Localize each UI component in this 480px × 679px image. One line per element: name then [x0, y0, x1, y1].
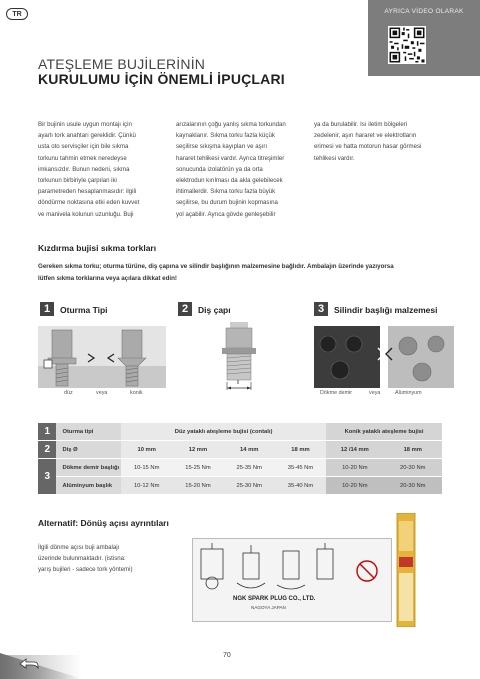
title-line-1: ATEŞLEME BUJİLERİNİN	[38, 56, 206, 72]
torque-cell: 10-12 Nm	[121, 477, 172, 495]
material-label: Alüminyum başlık	[56, 477, 121, 495]
body-line: elektrodun kırılması da akla gelebilecek	[176, 177, 283, 185]
torque-cell: 25-30 Nm	[224, 477, 275, 495]
row-number: 3	[38, 459, 56, 495]
torque-cell: 35-40 Nm	[275, 477, 326, 495]
factor-number-2: 2	[178, 302, 192, 316]
package-brand: NGK SPARK PLUG CO., LTD.	[233, 596, 316, 602]
video-label: AYRICA VİDEO OLARAK	[384, 8, 464, 15]
seat-type-illustration	[38, 326, 166, 388]
body-line: ayarlı tork anahtarı gereklidir. Çünkü	[38, 132, 136, 140]
back-arrow-icon[interactable]	[18, 656, 40, 670]
body-line: usta oto servisçiler için bile sıkma	[38, 143, 129, 151]
factor-number-3: 3	[314, 302, 328, 316]
body-line: hararet tehlikesi vardır. Ayrıca titreşimler	[176, 154, 285, 162]
factor-label-thread: Diş çapı	[198, 305, 231, 315]
torque-cell: 10-20 Nm	[326, 477, 383, 495]
diameter-cell: 12 /14 mm	[326, 441, 383, 459]
caption-flat: düz	[64, 390, 73, 396]
body-line: imkansızdır. Bunun nedeni, sıkma	[38, 165, 130, 173]
caption-conical: konik	[130, 390, 143, 396]
torque-cell: 25-35 Nm	[224, 459, 275, 477]
torque-heading: Kızdırma bujisi sıkma torkları	[38, 243, 157, 253]
body-line: döndürme noktasına etki eden kuvvet	[38, 199, 140, 207]
factor-label-material: Silindir başlığı malzemesi	[334, 305, 438, 315]
body-line: arızalarının çoğu yanlış sıkma torkundan	[176, 121, 286, 128]
page-number: 70	[223, 652, 231, 659]
factor-label-seat: Oturma Tipi	[60, 305, 108, 315]
intro-line: Gereken sıkma torku; oturma türüne, diş çapına ve silindir başlığının malzemesine bağlıdır. Ambalajın üzerinde yazıyorsa	[38, 263, 394, 270]
package-location: NAGOYA JAPAN	[251, 605, 286, 610]
spark-plug-box-icon	[396, 513, 416, 627]
body-line: ya da burulabilir. Isı iletim bölgeleri	[314, 121, 408, 128]
body-line: Bir bujinin usule uygun montajı için	[38, 121, 132, 128]
row-number: 1	[38, 423, 56, 441]
factor-number-1: 1	[40, 302, 54, 316]
diameter-cell: 18 mm	[384, 441, 442, 459]
package-illustration	[192, 538, 392, 622]
body-column-1	[38, 119, 156, 220]
seat-type-label: Oturma tipi	[56, 423, 121, 441]
caption-or: veya	[96, 390, 108, 396]
torque-cell: 10-15 Nm	[121, 459, 172, 477]
body-line: zedelenir, aşırı hararet ve elektrotların	[314, 132, 417, 140]
caption-aluminium: Alüminyum	[395, 390, 422, 396]
body-line: seçilirse sıkışma kayıpları ve aşırı	[176, 143, 268, 151]
diameter-cell: 10 mm	[121, 441, 172, 459]
alternative-line: yarış bujileri - sadece tork yöntemi)	[38, 566, 133, 573]
body-line: torkunu tahmin etmek neredeyse	[38, 154, 127, 162]
body-line: seçilirse, bu durum bujinin kopmasına	[176, 199, 278, 207]
thread-diameter-label: Diş Ø	[56, 441, 121, 459]
body-line: ihtimallerdir. Sıkma torku fazla büyük	[176, 188, 276, 196]
diameter-cell: 18 mm	[275, 441, 326, 459]
intro-line: lütfen sıkma torklarına veya açılara dikkat edin!	[38, 275, 177, 283]
alternative-heading: Alternatif: Dönüş açısı ayrıntıları	[38, 518, 169, 528]
diameter-cell: 14 mm	[224, 441, 275, 459]
body-line: kaynaklanır. Sıkma torku fazla küçük	[176, 132, 275, 140]
table-row	[38, 477, 442, 495]
torque-cell: 10-20 Nm	[326, 459, 383, 477]
torque-cell: 15-20 Nm	[172, 477, 223, 495]
flat-seat-header: Düz yataklı ateşleme bujisi (contalı)	[121, 423, 326, 441]
title-line-2: KURULUMU İÇİN ÖNEMLİ İPUÇLARI	[38, 71, 285, 87]
material-label: Dökme demir başlığı	[56, 459, 121, 477]
installation-steps-drawing	[197, 543, 387, 595]
cylinder-head-illustration	[314, 326, 454, 388]
table-row	[38, 441, 442, 459]
body-line: sonucunda izolatörün ya da orta	[176, 165, 263, 173]
thread-diameter-illustration	[200, 322, 278, 392]
body-column-3	[314, 119, 454, 164]
body-line: tehlikesi vardır.	[314, 154, 355, 162]
caption-or: veya	[369, 390, 381, 396]
body-column-2	[176, 119, 294, 220]
body-line: erimesi ve hatta motorun hasar görmesi	[314, 143, 422, 151]
diameter-cell: 12 mm	[172, 441, 223, 459]
alternative-line: üzerinde bulunmaktadır. (istisna:	[38, 555, 126, 562]
torque-cell: 15-25 Nm	[172, 459, 223, 477]
row-number: 2	[38, 441, 56, 459]
language-badge: TR	[6, 8, 28, 20]
torque-cell: 35-45 Nm	[275, 459, 326, 477]
body-line: ve manivela kolunun uzunluğu. Buji	[38, 210, 134, 218]
body-line: torkunun birbiriyle çarpılan iki	[38, 177, 117, 185]
body-line: parametreden hesaplanmasıdır: ilgili	[38, 188, 137, 196]
alternative-text	[38, 542, 133, 575]
torque-table	[38, 423, 442, 495]
conical-seat-header: Konik yataklı ateşleme bujisi	[326, 423, 442, 441]
body-line: yol açabilir. Ayrıca gövde genleşebilir	[176, 210, 276, 218]
footer-corner-decoration	[0, 641, 82, 679]
qr-code[interactable]	[388, 26, 426, 64]
table-row	[38, 459, 442, 477]
torque-cell: 20-30 Nm	[384, 459, 442, 477]
torque-cell: 20-30 Nm	[384, 477, 442, 495]
table-row	[38, 423, 442, 441]
alternative-line: İlgili dönme açısı buji ambalajı	[38, 544, 120, 551]
torque-intro	[38, 261, 458, 285]
caption-cast-iron: Dökme demir	[320, 390, 353, 396]
